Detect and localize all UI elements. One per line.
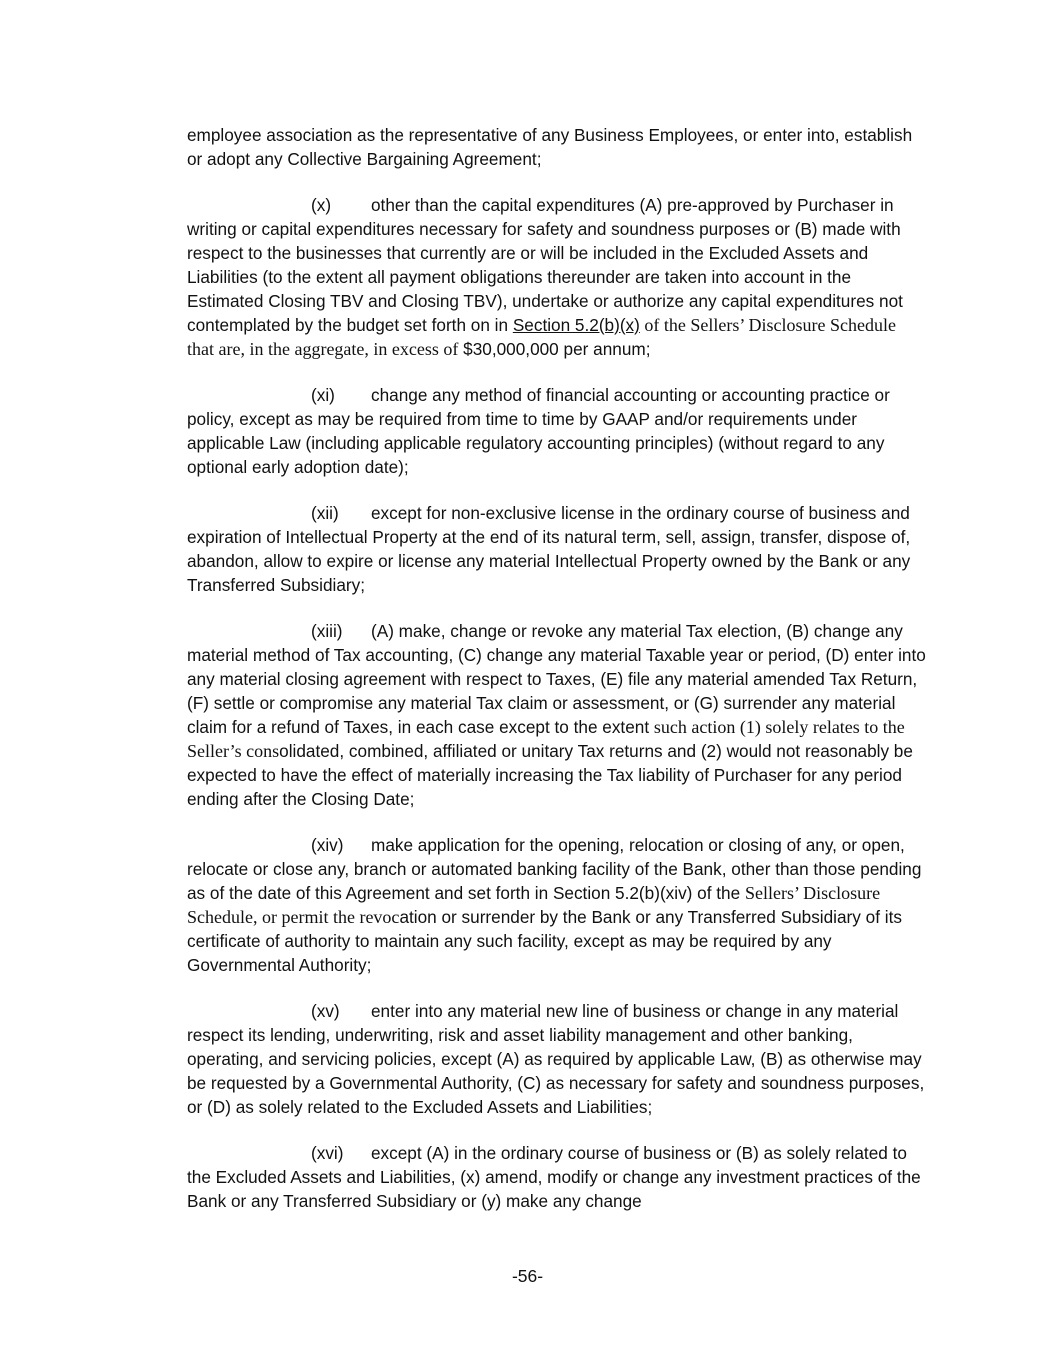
clause-number: (xiv): [311, 835, 344, 855]
clause-text: other than the capital expenditures (A) pre-approved by Purchaser in writing or capital expenditures necessary for safety and soundness purposes or (B) made with respect to the businesses that currently are or will be included in the Excluded Assets and Liabilities (to the extent all payment obligations thereunder are taken into account in the Estimated Closing TBV and Closing TBV), undertake or authorize any capital expenditures not contemplated by the budget set forth on in: [187, 195, 903, 335]
document-page: [187, 123, 927, 1235]
clause-text-serif: Sellers’ Disclosure Schedule, or permit the revoc: [187, 883, 881, 927]
clause-text: except (A) in the ordinary course of business or (B) as solely related to the Excluded Assets and Liabilities, (x) amend, modify or change any investment practices of the Bank or any Transferred Subsidiary or (y) make any change: [187, 1143, 921, 1211]
clause-xi: [187, 383, 927, 479]
clause-xvi: [187, 1141, 927, 1213]
clause-text-end: olidated, combined, affiliated or unitary Tax returns and (2) would not reasonably be expected to have the effect of materially increasing the Tax liability of Purchaser for any period ending after the Closing Date;: [187, 741, 913, 809]
clause-text-serif: of the Sellers’ Disclosure Schedule that are, in the aggregate, in excess of: [187, 315, 896, 359]
clause-xii: [187, 501, 927, 597]
clause-text-end: $30,000,000 per annum;: [458, 339, 651, 359]
clause-number: (xiii): [311, 621, 343, 641]
clause-xv: [187, 999, 927, 1119]
clause-text-end: ation or surrender by the Bank or any Transferred Subsidiary of its certificate of authority to maintain any such facility, except as may be required by any Governmental Authority;: [187, 907, 902, 975]
paragraph-text: employee association as the representative of any Business Employees, or enter into, establish or adopt any Collective Bargaining Agreement;: [187, 125, 913, 169]
clause-text: change any method of financial accounting or accounting practice or policy, except as may be required from time to time by GAAP and/or requirements under applicable Law (including applicable regulatory accounting principles) (without regard to any optional early adoption date);: [187, 385, 890, 477]
clause-text: make application for the opening, relocation or closing of any, or open, relocate or close any, branch or automated banking facility of the Bank, other than those pending as of the date of this Agreement and set forth in Section 5.2(b)(xiv) of the: [187, 835, 922, 903]
page-number: -56-: [511, 1266, 544, 1286]
paragraph-continuation: [187, 123, 927, 171]
clause-text: except for non-exclusive license in the ordinary course of business and expiration of Intellectual Property at the end of its natural term, sell, assign, transfer, dispose of, abandon, allow to expire or license any material Intellectual Property owned by the Bank or any Transferred Subsidiary;: [187, 503, 911, 595]
clause-xiv: [187, 833, 927, 977]
clause-x: [187, 193, 927, 361]
clause-text: (A) make, change or revoke any material Tax election, (B) change any material method of Tax accounting, (C) change any material Taxable year or period, (D) enter into any material closing agreement with respect to Taxes, (E) file any material amended Tax Return, (F) settle or compromise any material Tax claim or assessment, or (G) surrender any material claim for a refund of Taxes, in each case except to the extent: [187, 621, 926, 737]
clause-text-serif: such action (1) solely relates to the Seller’s cons: [187, 717, 905, 761]
clause-number: (x): [311, 195, 332, 215]
clause-number: (xv): [311, 1001, 340, 1021]
clause-number: (xii): [311, 503, 339, 523]
clause-xiii: [187, 619, 927, 811]
clause-text: enter into any material new line of business or change in any material respect its lending, underwriting, risk and asset liability management and other banking, operating, and servicing policies, except (A) as required by applicable Law, (B) as otherwise may be requested by a Governmental Authority, (C) as necessary for safety and soundness purposes, or (D) as solely related to the Excluded Assets and Liabilities;: [187, 1001, 925, 1117]
clause-number: (xvi): [311, 1143, 344, 1163]
clause-number: (xi): [311, 385, 335, 405]
section-reference: Section 5.2(b)(x): [512, 315, 640, 335]
